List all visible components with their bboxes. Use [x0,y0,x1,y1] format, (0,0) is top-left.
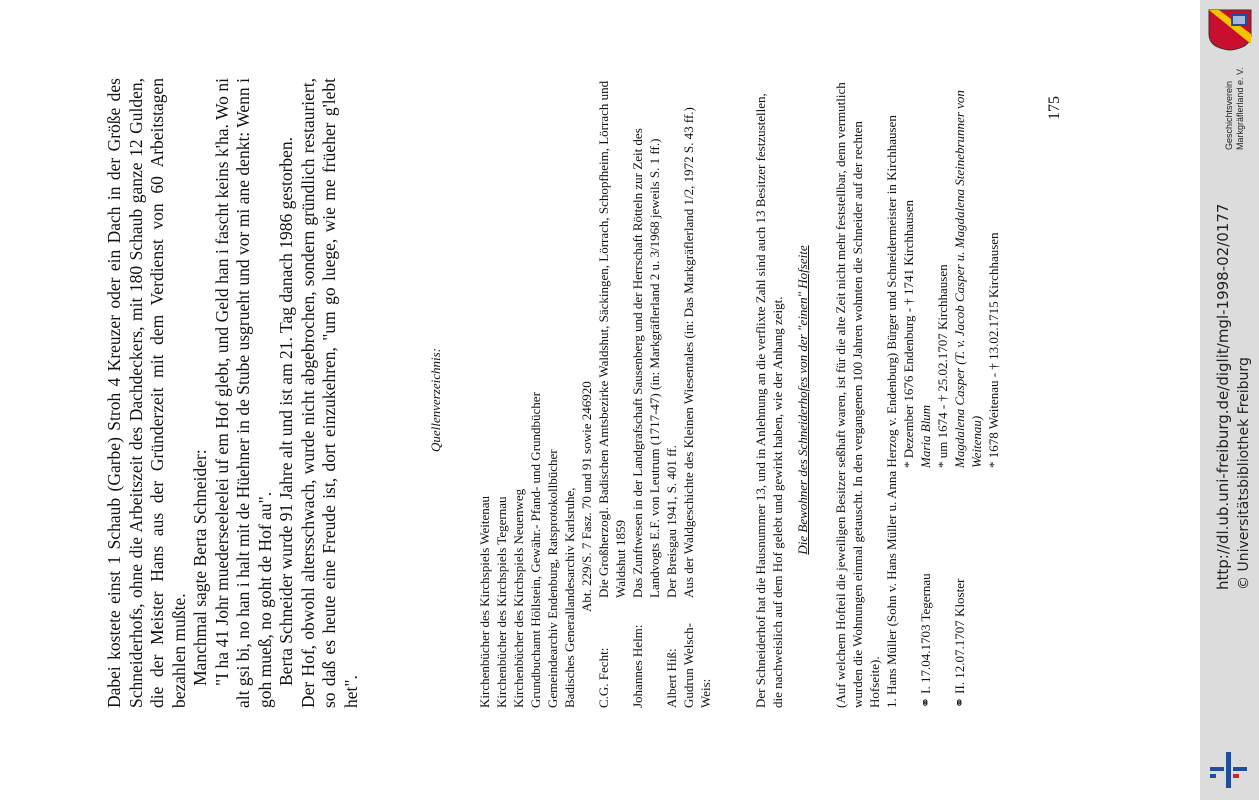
source-author: C.G. Fecht: [596,647,611,708]
source-item: Kirchenbücher des Kirchspiels Weitenau [477,495,492,708]
marriage-2 [951,78,985,708]
sources-heading: Quellenverzeichnis: [428,348,443,452]
source-item: Kirchenbücher des Kirchspiels Neuenweg [511,488,526,708]
paragraph-berta-death: Berta Schneider wurde 91 Jahre alt und ist am 21. Tag danach 1986 gestorben. [276,136,296,686]
paragraph-hof-restored: Der Hof, obwohl altersschwach, wurde nicht abgebrochen, sondern gründlich restauriert, so daß es heute eine Freude ist, dort einzukehren, "um go luege, wie me früeher g'lebt het". [297,78,361,708]
source-author: Gudrun Welsch-Weis: [681,622,713,708]
residents-intro: (Auf welchem Hofteil die jeweiligen Besitzer seßhaft waren, ist für die alte Zeit nicht mehr feststellbar, denn vermutlich wurden die Wohnungen einmal getauscht. In den vergangenen 100 Jahren wohnten die Schneider auf der rechten Hofseite). [833,82,882,708]
sidebar-rotated-text [1200,0,1259,800]
hof-house-number-text: Der Schneiderhof hat die Hausnummer 13, und in Anlehnung an die verflixte Zahl sind auch 13 Besitzer festzustellen, die nachweislich auf dem Hof gelebt und gewirkt haben, wie der Anhang zeigt. [753,93,785,708]
residents-title: Die Bewohner des Schneiderhofes von der "einen" Hofseite [795,245,810,555]
paragraph-dialect-quote: "I ha 41 Johr muederseeleelei uf em Hof glebt, und Geld han i fascht keins k'ha. Wo ni alt gsi bi, no han i halt mit de Hüehner in de Stube usgrueht und vor mi ane denkt: Wenn i goh mueß, no goht de Hof au". [211,78,275,708]
source-entry [595,78,629,708]
verein-text [1224,67,1246,150]
spouse-1-name: Maria Blum [918,404,933,468]
page-number: 175 [1046,96,1063,120]
spouse-1-dates: * um 1674 - † 25.02.1707 Kirchhausen [935,264,950,468]
source-title: Aus der Waldgeschichte des Kleinen Wiesentales (in: Das Markgräflerland 1/2, 1972 S. 43 ff.) [681,107,696,598]
sources-list [476,78,714,708]
source-item: Badisches Generallandesarchiv Karlsruhe, [562,487,577,708]
verein-crest-icon [1207,8,1253,52]
source-author: Johannes Helm: [630,624,645,708]
spouse-2-name: Magdalena Casper (T. v. Jacob Casper u. Magdalena Steinebrunner von Weitenau) [952,90,984,468]
source-item: Gemeindearchiv Endenburg, Ratsprotokollbücher [545,449,560,708]
spouse-2-dates: * 1678 Weitenau - † 13.02.1715 Kirchhausen [986,232,1001,468]
marriage-2-date: ⚭ II. 12.07.1707 Kloster [952,578,967,708]
source-item: Kirchenbücher des Kirchspiels Tegernau [494,496,509,708]
marriage-1-date: ⚭ I. 17.04.1703 Tegernau [918,573,933,708]
residents-section [832,78,1002,708]
marriage-1 [917,78,934,708]
source-title: Das Zunftwesen in der Landgrafschaft Sausenberg und der Herrschaft Rötteln zur Zeit des Landvogts E.F. von Leutrum (1717-47) (in: Markgräflerland 2 u. 3/1968 jeweils S. 1 ff.) [630,128,662,598]
source-entry [629,78,663,708]
paragraph-berta-intro: Manchmal sagte Berta Schneider: [190,449,210,686]
copyright-text: © Universitätsbibliothek Freiburg [1236,357,1252,590]
source-item: Grundbuchamt Höllstein, Gewähr.- Pfand- und Grundbücher [528,392,543,708]
source-title: Der Breisgau 1941, S. 401 ff. [664,445,679,598]
body-text [104,78,362,708]
source-title: Die Großherzogl. Badischen Amtsbezirke Waldshut, Säckingen, Lörrach, Schopfheim, Lörrach und Waldshut 1859 [596,80,628,598]
resident-birth-dates: * Dezember 1676 Endenburg - † 1741 Kirchhausen [901,200,916,468]
resident-entry: 1. Hans Müller (Sohn v. Hans Müller u. Anna Herzog v. Endenburg) Bürger und Schneidermeister in Kirchhausen [884,115,899,708]
source-entry [680,78,714,708]
source-entry [663,78,680,708]
paragraph-straw-cost: Dabei kostete einst 1 Schaub (Garbe) Stroh 4 Kreuzer oder ein Dach in der Größe des Schneiderhofs, ohne die Arbeitszeit des Dachdeckers, mit 180 Schaub ganze 12 Gulden, die der Meister Hans aus der Gründerzeit mit dem Verdienst von 60 Arbeitstagen bezahlen mußte. [104,78,189,708]
document-url-link[interactable]: http://dl.ub.uni-freiburg.de/diglit/mgl-1998-02/0177 [1214,203,1232,590]
ub-freiburg-logo-icon [1208,748,1248,792]
verein-line-2: Markgräflerland e. V. [1235,67,1245,150]
source-item-sub: Abt. 229/S. 7 Fasz. 70 und 91 sowie 246920 [579,381,594,612]
source-author: Albert Hiß: [664,648,679,708]
verein-line-1: Geschichtsverein [1224,80,1234,150]
